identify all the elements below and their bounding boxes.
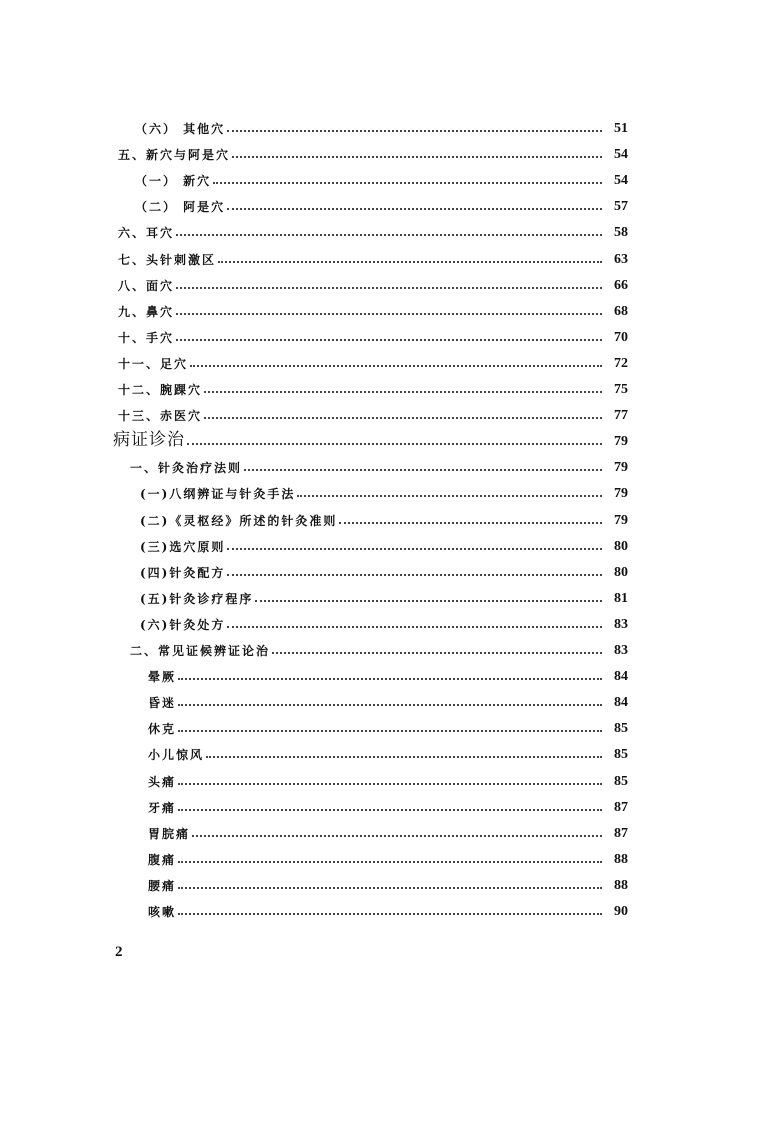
toc-entry (148, 848, 628, 868)
toc-entry (118, 352, 628, 372)
entry-title: 七、头针刺激区 (118, 252, 217, 267)
entry-page: 80 (614, 538, 628, 554)
toc-entry (148, 717, 628, 737)
entry-title: 腹痛 (148, 852, 177, 867)
toc-entry (118, 221, 628, 241)
entry-title: 十、手穴 (118, 330, 175, 345)
entry-title: 腰痛 (148, 878, 177, 893)
dot-leader (178, 678, 602, 680)
toc-entry (130, 456, 628, 476)
toc-entry (140, 613, 628, 633)
entry-page: 54 (614, 147, 628, 163)
entry-page: 83 (614, 616, 628, 632)
entry-title: (四)针灸配方 (140, 565, 226, 580)
toc-entry (148, 900, 628, 920)
entry-page: 90 (614, 904, 628, 919)
entry-title: （一） 新穴 (135, 174, 212, 189)
entry-page: 58 (614, 225, 628, 241)
entry-title: 六、耳穴 (118, 226, 175, 241)
entry-page: 68 (614, 303, 628, 319)
entry-title: 十一、足穴 (118, 356, 189, 371)
entry-page: 84 (614, 669, 628, 685)
entry-page: 75 (614, 382, 628, 397)
dot-leader (227, 130, 602, 132)
toc-entry (148, 822, 628, 842)
toc-entry (118, 143, 628, 163)
entry-title: 十三、赤医穴 (118, 409, 203, 424)
entry-title: 昏迷 (148, 696, 177, 711)
dot-leader (339, 522, 602, 524)
toc-entry (118, 300, 628, 320)
toc-entry (140, 561, 628, 581)
entry-page: 88 (614, 851, 628, 867)
toc-entry (118, 404, 628, 424)
dot-leader (218, 261, 602, 263)
entry-title: (一)八纲辨证与针灸手法 (140, 487, 296, 502)
entry-title: （六） 其他穴 (135, 122, 226, 136)
entry-title: 咳嗽 (148, 905, 177, 919)
entry-page: 77 (614, 408, 628, 424)
dot-leader (213, 182, 602, 184)
toc-entry (148, 874, 628, 894)
toc-entry (118, 378, 628, 398)
entry-page: 54 (614, 173, 628, 189)
dot-leader (297, 495, 602, 497)
toc-entry (140, 587, 628, 607)
dot-leader (255, 600, 602, 602)
entry-page: 85 (614, 747, 628, 763)
entry-title: 休克 (148, 722, 177, 737)
entry-title: 小儿惊风 (148, 748, 205, 763)
entry-page: 85 (614, 773, 628, 789)
dot-leader (187, 443, 602, 445)
toc-entry (140, 482, 628, 502)
page-number: 2 (115, 944, 123, 960)
entry-title: (三)选穴原则 (140, 539, 226, 554)
toc-entry (113, 430, 628, 450)
dot-leader (178, 704, 602, 706)
entry-title: (二)《灵枢经》所述的针灸准则 (140, 513, 338, 528)
entry-title: 胃脘痛 (148, 826, 191, 841)
entry-page: 80 (614, 564, 628, 580)
entry-page: 81 (614, 590, 628, 606)
entry-title: (六)针灸处方 (140, 617, 226, 632)
entry-title: 九、鼻穴 (118, 304, 175, 319)
toc-entry (140, 535, 628, 555)
dot-leader (176, 234, 602, 236)
dot-leader (178, 809, 602, 811)
dot-leader (206, 756, 602, 758)
entry-title: 二、常见证候辨证论治 (130, 644, 271, 658)
toc-entry (148, 770, 628, 790)
dot-leader (178, 913, 602, 915)
toc-entry (135, 169, 628, 189)
entry-page: 57 (614, 199, 628, 215)
entry-title: 十二、腕踝穴 (118, 383, 203, 397)
entry-page: 87 (614, 825, 628, 841)
entry-page: 84 (614, 695, 628, 711)
dot-leader (244, 469, 602, 471)
toc-entry (148, 743, 628, 763)
entry-title: 头痛 (148, 774, 177, 789)
dot-leader (227, 626, 602, 628)
entry-page: 72 (614, 355, 628, 371)
entry-title: 五、新穴与阿是穴 (118, 148, 231, 163)
toc-entry (135, 195, 628, 215)
dot-leader (232, 156, 602, 158)
entry-title: （二） 阿是穴 (135, 200, 226, 215)
dot-leader (178, 730, 602, 732)
dot-leader (176, 313, 602, 315)
dot-leader (204, 417, 602, 419)
entry-title: 病证诊治 (113, 430, 185, 451)
toc-entry (118, 274, 628, 294)
dot-leader (227, 574, 602, 576)
entry-title: 一、针灸治疗法则 (130, 461, 243, 476)
dot-leader (178, 783, 602, 785)
toc-entry (148, 796, 628, 816)
toc-entry (118, 326, 628, 346)
dot-leader (178, 887, 602, 889)
entry-page: 66 (614, 277, 628, 293)
entry-title: 八、面穴 (118, 278, 175, 293)
dot-leader (227, 208, 602, 210)
entry-page: 63 (614, 251, 628, 267)
entry-title: 牙痛 (148, 800, 177, 815)
toc-entry (148, 665, 628, 685)
dot-leader (190, 365, 602, 367)
entry-page: 85 (614, 721, 628, 737)
entry-page: 79 (614, 460, 628, 476)
dot-leader (176, 287, 602, 289)
entry-page: 83 (614, 643, 628, 658)
toc-entry (118, 248, 628, 268)
dot-leader (192, 835, 602, 837)
entry-title: 晕厥 (148, 670, 177, 685)
toc-entry (130, 639, 628, 659)
dot-leader (227, 548, 602, 550)
dot-leader (272, 652, 602, 654)
entry-page: 79 (614, 434, 628, 450)
entry-page: 70 (614, 329, 628, 345)
dot-leader (178, 861, 602, 863)
toc-entry (148, 691, 628, 711)
dot-leader (204, 391, 602, 393)
toc-entry (135, 117, 628, 137)
dot-leader (176, 339, 602, 341)
entry-page: 51 (614, 121, 628, 136)
toc-entry (140, 509, 628, 529)
entry-page: 88 (614, 877, 628, 893)
entry-page: 87 (614, 799, 628, 815)
entry-page: 79 (614, 512, 628, 528)
entry-page: 79 (614, 486, 628, 502)
entry-title: (五)针灸诊疗程序 (140, 591, 254, 606)
